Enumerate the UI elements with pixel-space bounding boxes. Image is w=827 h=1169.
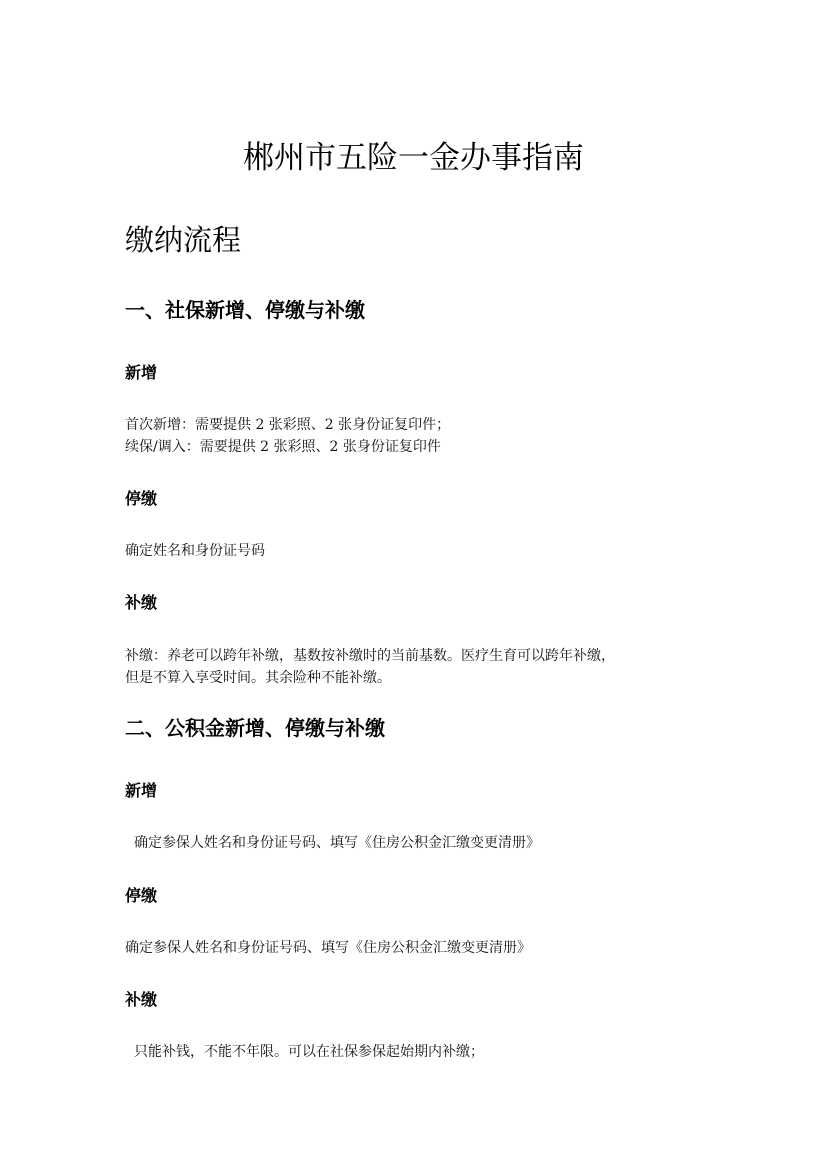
paragraph-line: 续保/调入：需要提供 2 张彩照、2 张身份证复印件	[125, 439, 441, 455]
paragraph-line: 补缴：养老可以跨年补缴，基数按补缴时的当前基数。医疗生育可以跨年补缴，	[125, 648, 615, 664]
paragraph-line: 确定参保人姓名和身份证号码、填写《住房公积金汇缴变更清册》	[125, 940, 531, 956]
paragraph-line: 确定姓名和身份证号码	[125, 543, 265, 559]
subheading-fund-new: 新增	[125, 781, 158, 800]
subheading-fund-backpay: 补缴	[125, 990, 158, 1009]
section-heading-social-insurance: 一、社保新增、停缴与补缴	[125, 298, 365, 322]
document-title: 郴州市五险一金办事指南	[243, 140, 584, 176]
paragraph-line: 首次新增：需要提供 2 张彩照、2 张身份证复印件；	[125, 417, 451, 433]
paragraph-line: 确定参保人姓名和身份证号码、填写《住房公积金汇缴变更清册》	[134, 835, 540, 851]
paragraph-line: 但是不算入享受时间。其余险种不能补缴。	[125, 670, 391, 686]
main-heading: 缴纳流程	[125, 223, 242, 257]
subheading-fund-stop: 停缴	[125, 886, 158, 905]
paragraph-line: 只能补钱，不能不年限。可以在社保参保起始期内补缴；	[134, 1044, 484, 1060]
subheading-social-new: 新增	[125, 363, 158, 382]
subheading-social-backpay: 补缴	[125, 593, 158, 612]
section-heading-housing-fund: 二、公积金新增、停缴与补缴	[125, 716, 385, 740]
subheading-social-stop: 停缴	[125, 489, 158, 508]
